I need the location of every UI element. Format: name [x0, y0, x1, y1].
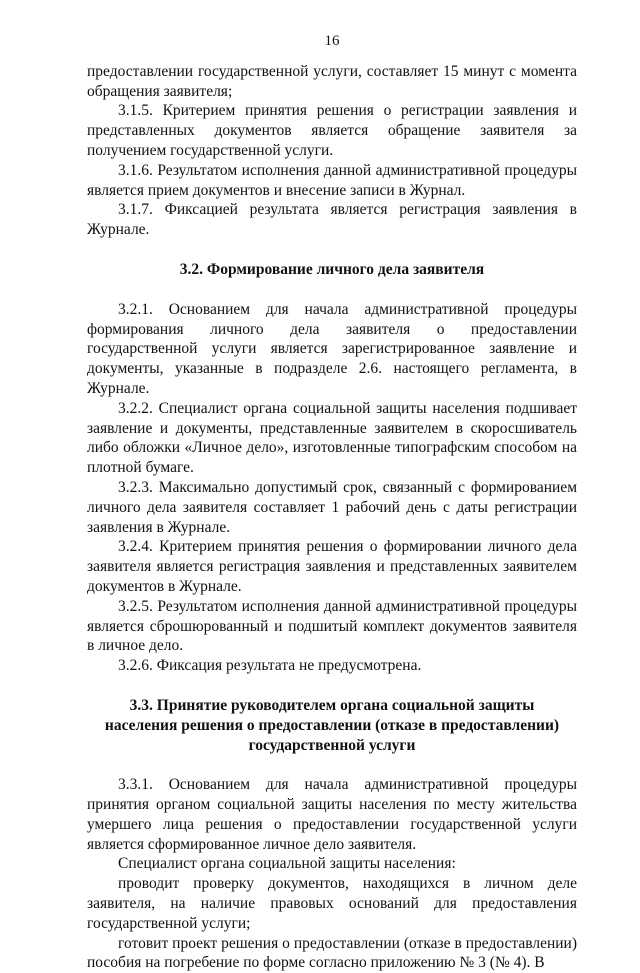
page-number: 16 [324, 33, 340, 49]
section-heading-3-3-line1: 3.3. Принятие руководителем органа социальной защиты [129, 696, 535, 714]
paragraph-prepare-draft: готовит проект решения о предоставлении (отказе в предоставлении) пособия на погребение по форме согласно приложению № 3 (№ 4). В [87, 934, 577, 972]
paragraph-3-2-3: 3.2.3. Максимально допустимый срок, связанный с формированием личного дела заявителя составляет 1 рабочий день с даты регистрации заявления в Журнале. [87, 478, 577, 536]
paragraph-3-1-5: 3.1.5. Критерием принятия решения о регистрации заявления и представленных документов является обращение заявителя за получением государственной услуги. [87, 102, 577, 159]
paragraph-check-documents: проводит проверку документов, находящихся в личном деле заявителя, на наличие правовых оснований для предоставления государственной услуги; [87, 875, 577, 932]
paragraph-3-3-1: 3.3.1. Основанием для начала административной процедуры принятия органом социальной защиты населения по месту жительства умершего лица решения о предоставлении государственной услуги является сформированное личное дело заявителя. [87, 776, 577, 853]
section-heading-3-3 [87, 696, 577, 755]
paragraph-specialist: Специалист органа социальной защиты населения: [118, 855, 456, 873]
section-heading-3-3-line3: государственной услуги [248, 736, 416, 754]
paragraph-3-2-1: 3.2.1. Основанием для начала административной процедуры формирования личного дела заявителя о предоставлении государственной услуги является зарегистрированное заявление и документы, указанные в подразделе 2.6. настоящего регламента, в Журнале. [87, 300, 577, 397]
section-heading-3-3-line2: населения решения о предоставлении (отказе в предоставлении) [104, 716, 560, 734]
paragraph-3-2-2: 3.2.2. Специалист органа социальной защиты населения подшивает заявление и документы, представленные заявителем в скоросшиватель либо обложки «Личное дело», изготовленные типографским способом на плотной бумаге. [87, 399, 577, 477]
paragraph-3-2-5: 3.2.5. Результатом исполнения данной административной процедуры является сброшюрованный и подшитый комплект документов заявителя в личное дело. [87, 597, 577, 655]
document-page [87, 32, 577, 973]
paragraph-3-1-6: 3.1.6. Результатом исполнения данной административной процедуры является прием документов и внесение записи в Журнал. [87, 161, 577, 199]
paragraph-3-1-4-cont: предоставлении государственной услуги, составляет 15 минут с момента обращения заявителя; [87, 62, 577, 100]
paragraph-3-1-7: 3.1.7. Фиксацией результата является регистрация заявления в Журнале. [87, 201, 577, 239]
paragraph-3-2-4: 3.2.4. Критерием принятия решения о формировании личного дела заявителя является регистрация заявления и представленных заявителем документов в Журнале. [87, 538, 577, 595]
paragraph-3-2-6: 3.2.6. Фиксация результата не предусмотрена. [118, 657, 422, 675]
section-heading-3-2: 3.2. Формирование личного дела заявителя [179, 260, 485, 278]
